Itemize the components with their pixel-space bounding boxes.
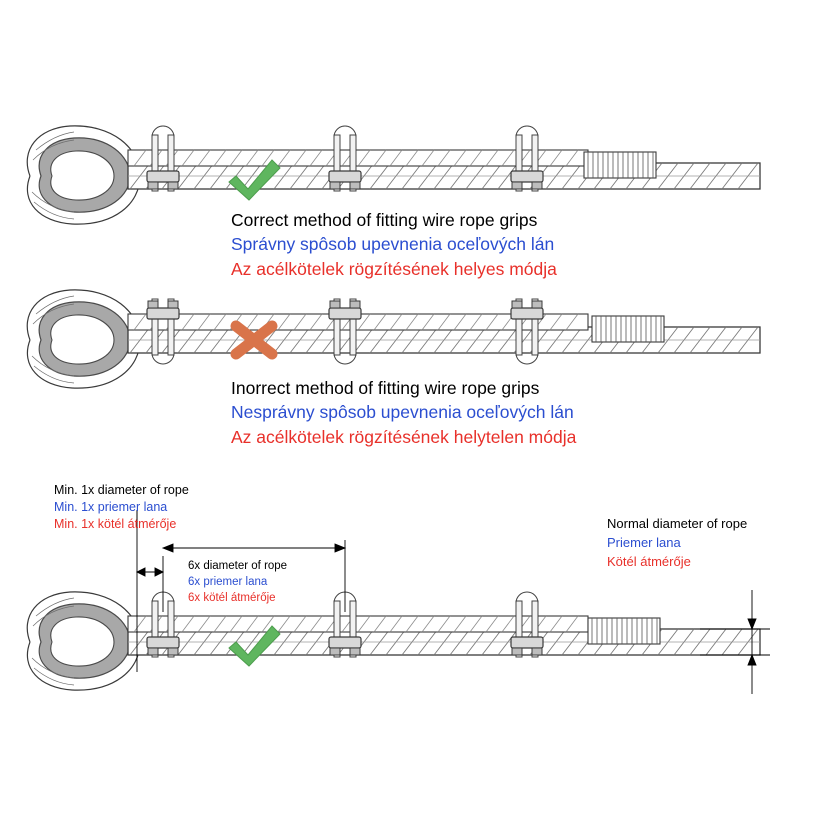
caption-incorrect-hu: Az acélkötelek rögzítésének helytelen módja bbox=[231, 427, 577, 447]
rope-correct bbox=[128, 163, 760, 189]
six-diameter-sk: 6x priemer lana bbox=[188, 576, 268, 588]
rope-incorrect bbox=[128, 327, 760, 353]
rope-serving-incorrect bbox=[592, 316, 664, 342]
caption-incorrect-en: Inorrect method of fitting wire rope grips bbox=[231, 378, 540, 398]
min-diameter-sk: Min. 1x priemer lana bbox=[54, 500, 168, 514]
thimble-incorrect bbox=[27, 290, 140, 388]
rope-serving-dim bbox=[588, 618, 660, 644]
caption-correct-sk: Správny spôsob upevnenia oceľových lán bbox=[231, 234, 555, 254]
caption-correct-hu: Az acélkötelek rögzítésének helyes módja bbox=[231, 259, 557, 279]
min-diameter-en: Min. 1x diameter of rope bbox=[54, 483, 189, 497]
thimble-correct bbox=[27, 126, 140, 224]
min-diameter-hu: Min. 1x kötél átmérője bbox=[54, 517, 177, 531]
normal-diameter-en: Normal diameter of rope bbox=[607, 516, 748, 531]
rope-serving-correct bbox=[584, 152, 656, 178]
thimble-dim bbox=[27, 592, 140, 690]
caption-incorrect-sk: Nesprávny spôsob upevnenia oceľových lán bbox=[231, 402, 574, 422]
caption-correct-en: Correct method of fitting wire rope grips bbox=[231, 210, 538, 230]
six-diameter-hu: 6x kötél átmérője bbox=[188, 592, 276, 604]
normal-diameter-sk: Priemer lana bbox=[607, 535, 681, 550]
rope-dim bbox=[128, 629, 760, 655]
assembly-incorrect bbox=[27, 290, 760, 388]
normal-diameter-hu: Kötél átmérője bbox=[607, 554, 691, 569]
six-diameter-en: 6x diameter of rope bbox=[188, 560, 288, 572]
